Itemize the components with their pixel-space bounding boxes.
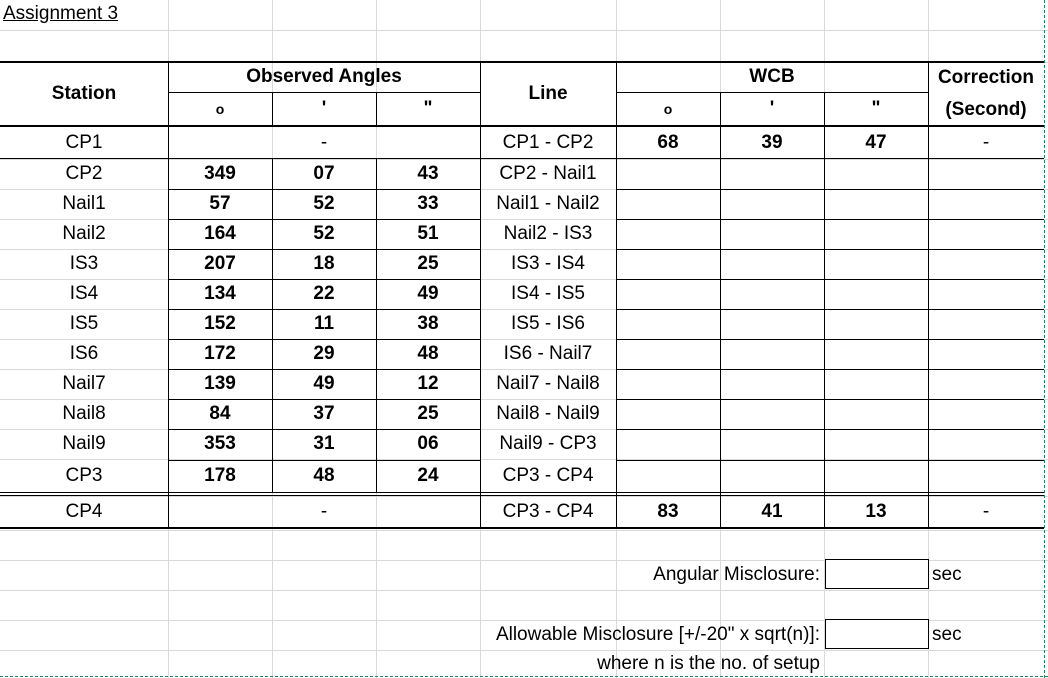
table-border — [168, 219, 480, 220]
line-cell[interactable]: IS3 - IS4 — [511, 253, 585, 274]
observed-seconds-cell[interactable]: 25 — [417, 403, 439, 424]
table-border — [168, 249, 480, 250]
station-cell[interactable]: IS5 — [69, 313, 99, 334]
observed-degrees-cell[interactable]: 349 — [204, 163, 236, 184]
table-border — [720, 126, 721, 528]
table-border — [824, 126, 825, 528]
observed-degrees-cell[interactable]: 134 — [204, 283, 236, 304]
header-obs-degrees[interactable]: o — [215, 101, 225, 117]
line-cell[interactable]: Nail2 - IS3 — [503, 223, 593, 244]
header-correction[interactable]: Correction — [937, 67, 1035, 88]
observed-minutes-cell[interactable]: 52 — [313, 193, 335, 214]
table-border — [0, 61, 1044, 63]
observed-minutes-cell[interactable]: 11 — [313, 313, 335, 334]
observed-degrees-cell[interactable]: 164 — [204, 223, 236, 244]
angular-misclosure-unit: sec — [932, 564, 962, 585]
observed-minutes-cell[interactable]: 52 — [313, 223, 335, 244]
table-border — [616, 460, 1044, 461]
wcb-seconds-cell[interactable]: 13 — [865, 501, 887, 522]
station-cell[interactable]: Nail7 — [62, 373, 106, 394]
observed-seconds-cell[interactable]: 38 — [417, 313, 439, 334]
line-cell[interactable]: CP2 - Nail1 — [499, 163, 597, 184]
assignment-title[interactable]: Assignment 3 — [3, 3, 119, 24]
station-cell[interactable]: IS4 — [69, 283, 99, 304]
table-border — [616, 249, 1044, 250]
observed-angle-cell[interactable]: - — [320, 501, 328, 522]
line-cell[interactable]: IS5 - IS6 — [511, 313, 585, 334]
observed-degrees-cell[interactable]: 139 — [204, 373, 236, 394]
observed-degrees-cell[interactable]: 152 — [204, 313, 236, 334]
allowable-misclosure-unit: sec — [932, 624, 962, 645]
table-border — [168, 189, 480, 190]
station-cell[interactable]: CP2 — [65, 163, 103, 184]
station-cell[interactable]: CP3 — [65, 465, 103, 486]
table-border — [272, 92, 273, 126]
header-wcb[interactable]: WCB — [749, 66, 795, 87]
observed-minutes-cell[interactable]: 18 — [313, 253, 335, 274]
observed-minutes-cell[interactable]: 37 — [313, 403, 335, 424]
wcb-seconds-cell[interactable]: 47 — [865, 132, 887, 153]
table-border — [168, 309, 480, 310]
observed-degrees-cell[interactable]: 172 — [204, 343, 236, 364]
line-cell[interactable]: IS6 - Nail7 — [503, 343, 593, 364]
setup-note: where n is the no. of setup — [597, 653, 820, 674]
table-border — [376, 92, 377, 126]
header-correction-unit[interactable]: (Second) — [945, 99, 1027, 120]
wcb-degrees-cell[interactable]: 68 — [657, 132, 679, 153]
station-cell[interactable]: Nail9 — [62, 433, 106, 454]
page-break-vertical — [1044, 0, 1045, 678]
table-border — [168, 369, 480, 370]
line-cell[interactable]: CP3 - CP4 — [502, 465, 594, 486]
table-border — [824, 92, 825, 126]
line-cell[interactable]: CP1 - CP2 — [502, 132, 594, 153]
wcb-minutes-cell[interactable]: 41 — [761, 501, 783, 522]
angular-misclosure-input[interactable] — [825, 559, 929, 589]
table-border — [168, 279, 480, 280]
observed-seconds-cell[interactable]: 49 — [417, 283, 439, 304]
table-border — [168, 339, 480, 340]
observed-degrees-cell[interactable]: 178 — [204, 465, 236, 486]
table-border — [616, 279, 1044, 280]
table-border — [616, 429, 1044, 430]
station-cell[interactable]: Nail1 — [62, 193, 106, 214]
observed-minutes-cell[interactable]: 07 — [313, 163, 335, 184]
header-obs-seconds[interactable]: " — [423, 98, 433, 119]
observed-degrees-cell[interactable]: 57 — [209, 193, 231, 214]
table-border — [0, 527, 1044, 529]
header-station[interactable]: Station — [51, 83, 117, 104]
header-wcb-degrees[interactable]: o — [663, 101, 673, 117]
table-border — [0, 495, 1044, 496]
line-cell[interactable]: Nail9 - CP3 — [499, 433, 597, 454]
line-cell[interactable]: Nail1 - Nail2 — [496, 193, 600, 214]
observed-degrees-cell[interactable]: 353 — [204, 433, 236, 454]
table-border — [0, 158, 1044, 159]
table-border — [616, 309, 1044, 310]
observed-seconds-cell[interactable]: 12 — [417, 373, 439, 394]
line-cell[interactable]: IS4 - IS5 — [511, 283, 585, 304]
table-border — [616, 92, 928, 93]
table-border — [480, 62, 481, 528]
observed-seconds-cell[interactable]: 25 — [417, 253, 439, 274]
header-obs-minutes[interactable]: ' — [321, 98, 327, 119]
table-border — [616, 62, 617, 528]
header-wcb-minutes[interactable]: ' — [769, 98, 775, 119]
table-border — [168, 399, 480, 400]
table-border — [0, 125, 1044, 127]
allowable-misclosure-input[interactable] — [825, 619, 929, 649]
gridline — [0, 530, 1048, 531]
gridline — [0, 30, 1048, 31]
page-break-horizontal — [0, 676, 1048, 677]
table-border — [616, 369, 1044, 370]
table-border — [616, 219, 1044, 220]
station-cell[interactable]: Nail2 — [62, 223, 106, 244]
observed-seconds-cell[interactable]: 06 — [417, 433, 439, 454]
station-cell[interactable]: CP1 — [65, 132, 103, 153]
table-border — [928, 62, 929, 528]
gridline — [0, 590, 1048, 591]
header-observed-angles[interactable]: Observed Angles — [246, 66, 402, 87]
wcb-minutes-cell[interactable]: 39 — [761, 132, 783, 153]
observed-minutes-cell[interactable]: 49 — [313, 373, 335, 394]
observed-degrees-cell[interactable]: 207 — [204, 253, 236, 274]
line-cell[interactable]: Nail8 - Nail9 — [496, 403, 600, 424]
table-border — [0, 492, 1044, 493]
observed-angle-cell[interactable]: - — [320, 132, 328, 153]
table-border — [168, 460, 480, 461]
table-border — [168, 92, 480, 93]
observed-minutes-cell[interactable]: 48 — [313, 465, 335, 486]
station-cell[interactable]: IS3 — [69, 253, 99, 274]
observed-degrees-cell[interactable]: 84 — [209, 403, 231, 424]
station-cell[interactable]: IS6 — [69, 343, 99, 364]
table-border — [168, 429, 480, 430]
observed-minutes-cell[interactable]: 29 — [313, 343, 335, 364]
table-border — [616, 339, 1044, 340]
table-border — [272, 159, 273, 493]
observed-seconds-cell[interactable]: 33 — [417, 193, 439, 214]
line-cell[interactable]: Nail7 - Nail8 — [496, 373, 600, 394]
table-border — [376, 159, 377, 493]
table-border — [720, 92, 721, 126]
observed-seconds-cell[interactable]: 43 — [417, 163, 439, 184]
correction-cell[interactable]: - — [982, 501, 990, 522]
observed-minutes-cell[interactable]: 31 — [313, 433, 335, 454]
header-line[interactable]: Line — [528, 83, 568, 104]
observed-seconds-cell[interactable]: 24 — [417, 465, 439, 486]
table-border — [616, 189, 1044, 190]
line-cell[interactable]: CP3 - CP4 — [502, 501, 594, 522]
observed-minutes-cell[interactable]: 22 — [313, 283, 335, 304]
wcb-degrees-cell[interactable]: 83 — [657, 501, 679, 522]
station-cell[interactable]: CP4 — [65, 501, 103, 522]
table-border — [168, 62, 169, 528]
angular-misclosure-label: Angular Misclosure: — [653, 564, 820, 585]
station-cell[interactable]: Nail8 — [62, 403, 106, 424]
observed-seconds-cell[interactable]: 51 — [417, 223, 439, 244]
header-wcb-seconds[interactable]: " — [871, 98, 881, 119]
allowable-misclosure-label: Allowable Misclosure [+/-20" x sqrt(n)]: — [495, 624, 820, 645]
table-border — [616, 399, 1044, 400]
observed-seconds-cell[interactable]: 48 — [417, 343, 439, 364]
correction-cell[interactable]: - — [982, 132, 990, 153]
